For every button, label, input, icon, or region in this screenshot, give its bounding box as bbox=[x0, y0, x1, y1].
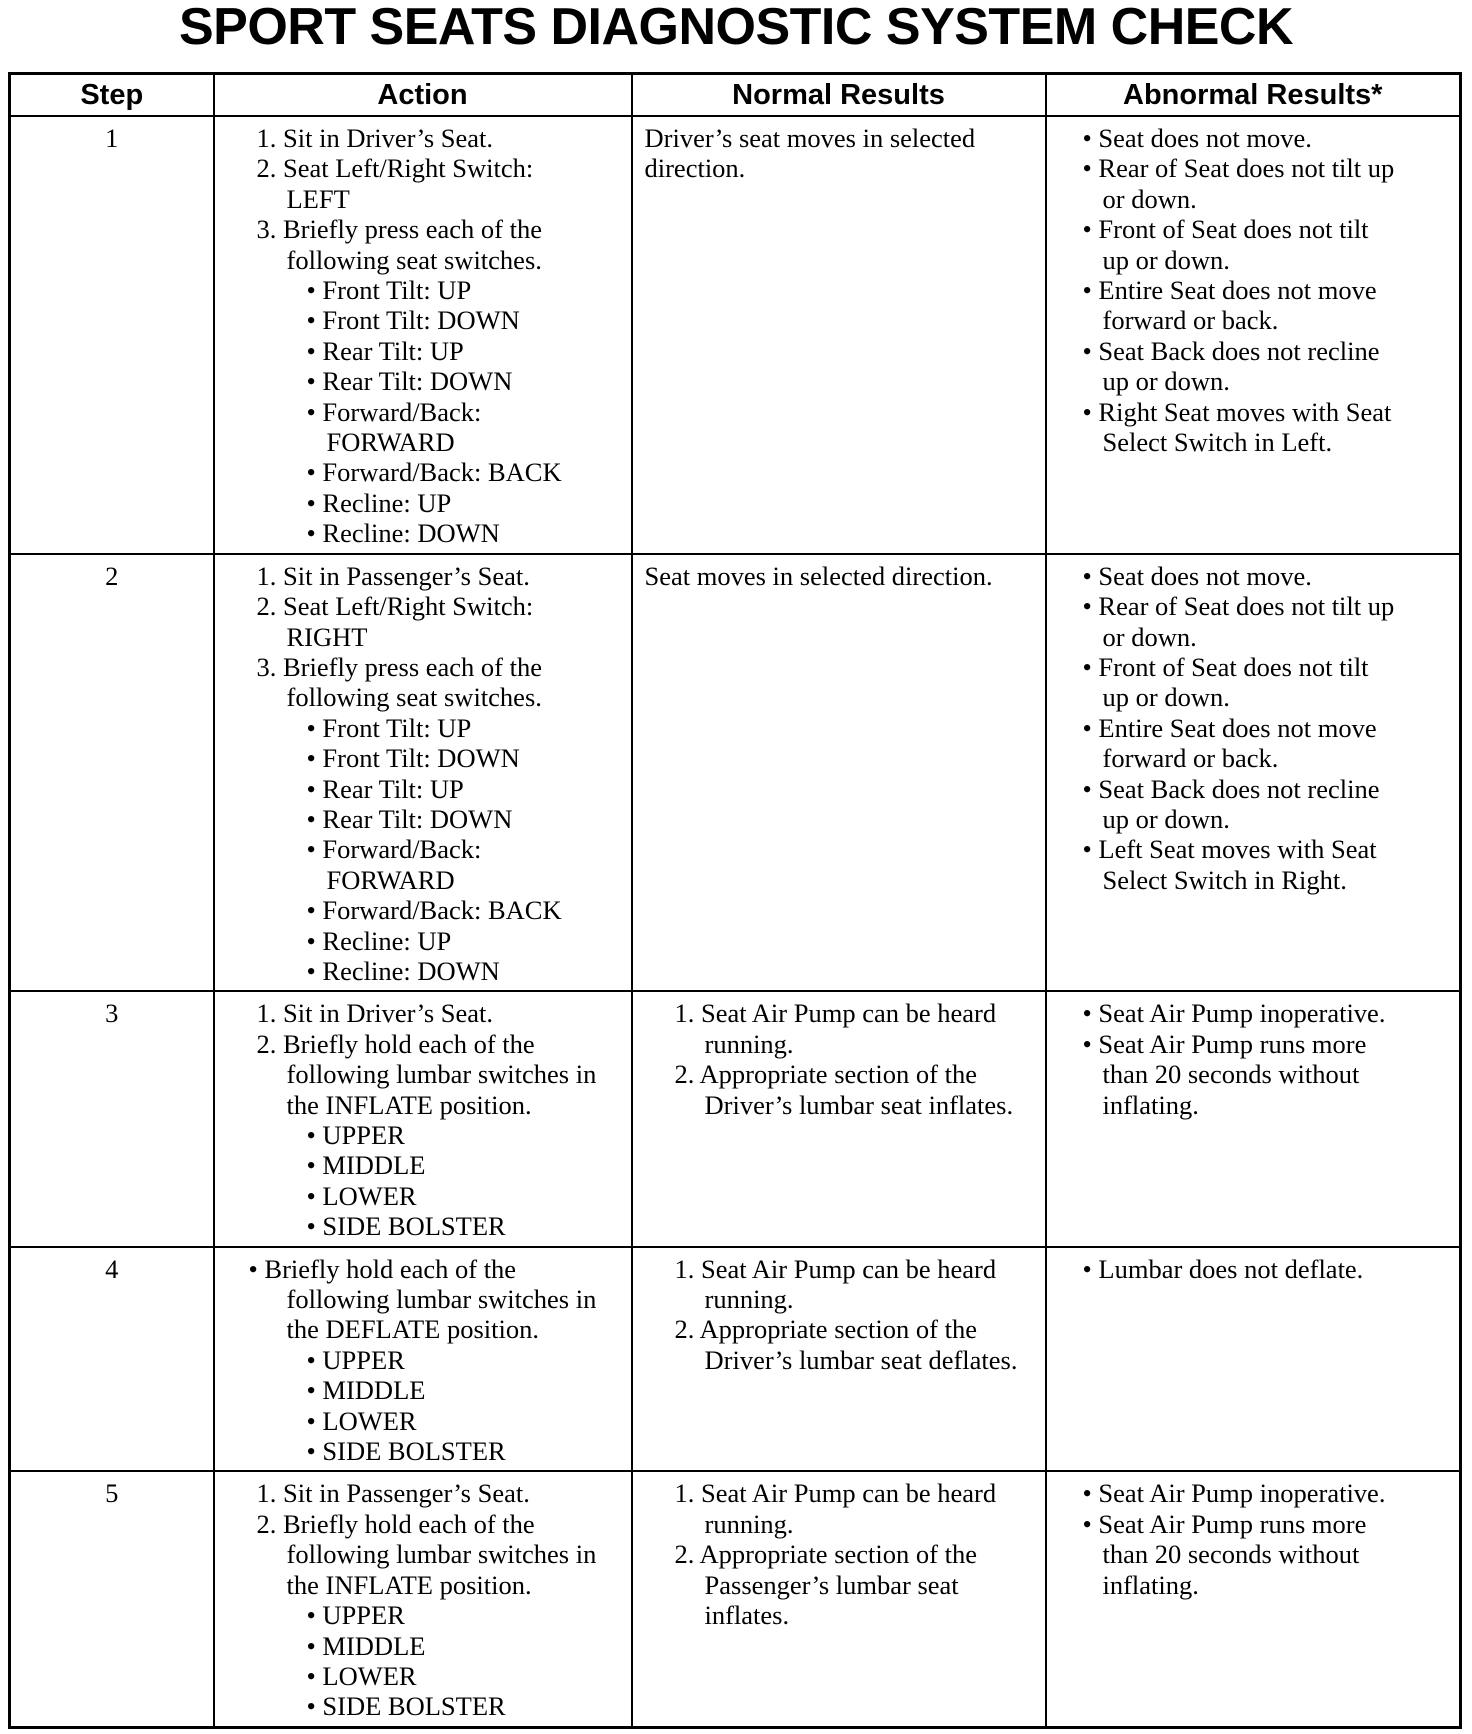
cell-text-line: inflating. bbox=[1102, 1569, 1199, 1600]
normal-results-cell bbox=[632, 1247, 1046, 1472]
cell-text-line: • Front Tilt: UP bbox=[306, 275, 472, 306]
cell-text-line: 1. Sit in Driver’s Seat. bbox=[256, 998, 494, 1029]
cell-text-line: • Seat Air Pump inoperative. bbox=[1082, 1478, 1386, 1509]
cell-text-line: than 20 seconds without bbox=[1102, 1059, 1360, 1090]
cell-text-line: • Rear Tilt: UP bbox=[306, 335, 464, 366]
abnormal-results-cell bbox=[1046, 1247, 1461, 1472]
cell-text-line: • Recline: DOWN bbox=[306, 518, 500, 549]
cell-text-line: up or down. bbox=[1102, 803, 1230, 834]
cell-text-line: running. bbox=[704, 1028, 794, 1059]
cell-text-line: direction. bbox=[644, 153, 746, 184]
cell-text-line: • Rear of Seat does not tilt up bbox=[1082, 591, 1395, 622]
cell-text-line: forward or back. bbox=[1102, 305, 1279, 336]
cell-text-line: following lumbar switches in bbox=[286, 1539, 597, 1570]
cell-text-line: 2. Briefly hold each of the bbox=[256, 1508, 535, 1539]
cell-text-line: 3. Briefly press each of the bbox=[256, 214, 543, 245]
cell-text-line: 1. Seat Air Pump can be heard bbox=[674, 1253, 997, 1284]
cell-text-line: • Front Tilt: DOWN bbox=[306, 743, 520, 774]
cell-text-line: • Briefly hold each of the bbox=[248, 1253, 517, 1284]
cell-text-line: • LOWER bbox=[306, 1180, 417, 1211]
table-row bbox=[10, 554, 1461, 992]
cell-text-line: 2. Appropriate section of the bbox=[674, 1314, 977, 1345]
cell-text-line: 1. Sit in Passenger’s Seat. bbox=[256, 1478, 530, 1509]
cell-text-line: • Forward/Back: bbox=[306, 396, 482, 427]
action-cell bbox=[214, 991, 632, 1246]
action-cell bbox=[214, 1471, 632, 1727]
step-number: 2 bbox=[10, 554, 214, 992]
cell-text-line: • MIDDLE bbox=[306, 1375, 426, 1406]
cell-text-line: • SIDE BOLSTER bbox=[306, 1436, 506, 1467]
normal-results-cell bbox=[632, 991, 1046, 1246]
cell-text-line: • Front of Seat does not tilt bbox=[1082, 651, 1369, 682]
cell-text-line: • SIDE BOLSTER bbox=[306, 1691, 506, 1722]
step-number: 1 bbox=[10, 116, 214, 554]
cell-text-line: 2. Seat Left/Right Switch: bbox=[256, 591, 534, 622]
cell-text-line: • Recline: UP bbox=[306, 487, 452, 518]
cell-text-line: 2. Seat Left/Right Switch: bbox=[256, 153, 534, 184]
cell-text-line: 2. Appropriate section of the bbox=[674, 1539, 977, 1570]
cell-text-line: • Seat Back does not recline bbox=[1082, 773, 1380, 804]
cell-text-line: • Seat does not move. bbox=[1082, 123, 1312, 153]
cell-text-line: up or down. bbox=[1102, 366, 1230, 397]
abnormal-results-cell bbox=[1046, 1471, 1461, 1727]
action-cell bbox=[214, 1247, 632, 1472]
step-number: 5 bbox=[10, 1471, 214, 1727]
cell-text-line: 1. Seat Air Pump can be heard bbox=[674, 998, 997, 1029]
cell-text-line: 2. Briefly hold each of the bbox=[256, 1028, 535, 1059]
normal-results-cell bbox=[632, 1471, 1046, 1727]
abnormal-results-cell bbox=[1046, 554, 1461, 992]
cell-text-line: LEFT bbox=[286, 183, 350, 214]
cell-text-line: or down. bbox=[1102, 621, 1197, 652]
cell-text-line: running. bbox=[704, 1284, 794, 1315]
cell-text-line: 1. Seat Air Pump can be heard bbox=[674, 1478, 997, 1509]
header-row bbox=[10, 74, 1461, 117]
cell-text-line: • Front Tilt: DOWN bbox=[306, 305, 520, 336]
cell-text-line: 1. Sit in Passenger’s Seat. bbox=[256, 560, 530, 591]
cell-text-line: Select Switch in Right. bbox=[1102, 864, 1347, 895]
cell-text-line: • Rear Tilt: DOWN bbox=[306, 366, 513, 397]
column-header-normal-results: Normal Results bbox=[632, 74, 1046, 117]
cell-text-line: • UPPER bbox=[306, 1120, 405, 1150]
cell-text-line: following lumbar switches in bbox=[286, 1059, 597, 1090]
cell-text-line: • SIDE BOLSTER bbox=[306, 1211, 506, 1242]
cell-text-line: RIGHT bbox=[286, 621, 368, 652]
cell-text-line: • Forward/Back: BACK bbox=[306, 457, 562, 488]
cell-text-line: • Lumbar does not deflate. bbox=[1082, 1253, 1364, 1284]
action-cell bbox=[214, 116, 632, 554]
cell-text-line: FORWARD bbox=[326, 427, 455, 458]
cell-text-line: than 20 seconds without bbox=[1102, 1539, 1360, 1570]
cell-text-line: • Front Tilt: UP bbox=[306, 712, 472, 743]
abnormal-results-cell bbox=[1046, 991, 1461, 1246]
cell-text-line: Select Switch in Left. bbox=[1102, 427, 1333, 458]
cell-text-line: inflating. bbox=[1102, 1089, 1199, 1120]
step-number: 3 bbox=[10, 991, 214, 1246]
page-title: SPORT SEATS DIAGNOSTIC SYSTEM CHECK bbox=[178, 0, 1294, 56]
cell-text-line: • Rear of Seat does not tilt up bbox=[1082, 153, 1395, 184]
cell-text-line: • Front of Seat does not tilt bbox=[1082, 214, 1369, 245]
cell-text-line: following seat switches. bbox=[286, 244, 542, 275]
cell-text-line: • Entire Seat does not move bbox=[1082, 712, 1377, 743]
cell-text-line: the INFLATE position. bbox=[286, 1569, 532, 1600]
normal-results-cell bbox=[632, 554, 1046, 992]
cell-text-line: Passenger’s lumbar seat bbox=[704, 1569, 959, 1600]
table-row bbox=[10, 1471, 1461, 1727]
cell-text-line: • Left Seat moves with Seat bbox=[1082, 834, 1377, 865]
cell-text-line: Driver’s lumbar seat inflates. bbox=[704, 1089, 1014, 1120]
cell-text-line: following seat switches. bbox=[286, 682, 542, 713]
cell-text-line: up or down. bbox=[1102, 244, 1230, 275]
column-header-step: Step bbox=[10, 74, 214, 117]
cell-text-line: 2. Appropriate section of the bbox=[674, 1059, 977, 1090]
cell-text-line: the INFLATE position. bbox=[286, 1089, 532, 1120]
cell-text-line: • MIDDLE bbox=[306, 1630, 426, 1661]
cell-text-line: following lumbar switches in bbox=[286, 1284, 597, 1315]
cell-text-line: • Rear Tilt: UP bbox=[306, 773, 464, 804]
cell-text-line: • Seat Air Pump runs more bbox=[1082, 1028, 1367, 1059]
action-cell bbox=[214, 554, 632, 992]
cell-text-line: • Forward/Back: bbox=[306, 834, 482, 865]
cell-text-line: FORWARD bbox=[326, 864, 455, 895]
cell-text-line: inflates. bbox=[704, 1600, 790, 1631]
cell-text-line: • Seat Back does not recline bbox=[1082, 335, 1380, 366]
cell-text-line: running. bbox=[704, 1508, 794, 1539]
column-header-abnormal-results: Abnormal Results* bbox=[1046, 74, 1461, 117]
step-number: 4 bbox=[10, 1247, 214, 1472]
cell-text-line: • UPPER bbox=[306, 1344, 405, 1375]
cell-text-line: • LOWER bbox=[306, 1405, 417, 1436]
cell-text-line: Driver’s seat moves in selected bbox=[644, 123, 976, 153]
cell-text-line: Seat moves in selected direction. bbox=[644, 560, 993, 591]
cell-text-line: 1. Sit in Driver’s Seat. bbox=[256, 123, 494, 153]
cell-text-line: • Recline: DOWN bbox=[306, 955, 500, 986]
column-header-action: Action bbox=[214, 74, 632, 117]
cell-text-line: • UPPER bbox=[306, 1600, 405, 1631]
cell-text-line: • Seat Air Pump inoperative. bbox=[1082, 998, 1386, 1029]
cell-text-line: • Seat does not move. bbox=[1082, 560, 1312, 591]
cell-text-line: • Rear Tilt: DOWN bbox=[306, 803, 513, 834]
cell-text-line: • Forward/Back: BACK bbox=[306, 895, 562, 926]
cell-text-line: • Right Seat moves with Seat bbox=[1082, 396, 1392, 427]
cell-text-line: • LOWER bbox=[306, 1660, 417, 1691]
diagnostic-table bbox=[8, 72, 1462, 1729]
cell-text-line: • MIDDLE bbox=[306, 1150, 426, 1181]
abnormal-results-cell bbox=[1046, 116, 1461, 554]
table-row bbox=[10, 1247, 1461, 1472]
cell-text-line: or down. bbox=[1102, 183, 1197, 214]
table-row bbox=[10, 991, 1461, 1246]
table-row bbox=[10, 116, 1461, 554]
normal-results-cell bbox=[632, 116, 1046, 554]
cell-text-line: • Seat Air Pump runs more bbox=[1082, 1508, 1367, 1539]
cell-text-line: Driver’s lumbar seat deflates. bbox=[704, 1344, 1018, 1375]
cell-text-line: • Entire Seat does not move bbox=[1082, 275, 1377, 306]
cell-text-line: 3. Briefly press each of the bbox=[256, 651, 543, 682]
cell-text-line: the DEFLATE position. bbox=[286, 1314, 539, 1345]
cell-text-line: up or down. bbox=[1102, 682, 1230, 713]
cell-text-line: • Recline: UP bbox=[306, 925, 452, 956]
cell-text-line: forward or back. bbox=[1102, 743, 1279, 774]
